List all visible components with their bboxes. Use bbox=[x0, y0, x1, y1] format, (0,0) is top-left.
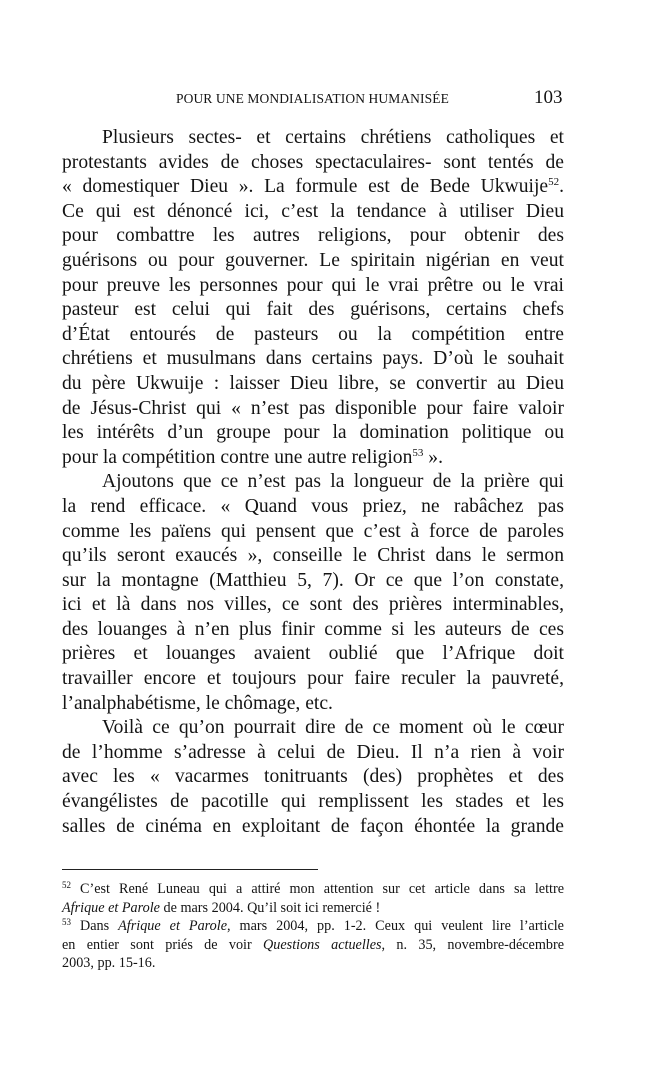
text-line: de Jésus-Christ qui « n’est pas disponible pour faire valoir bbox=[62, 397, 564, 419]
footnote-ref-52[interactable]: 52 bbox=[548, 176, 560, 189]
text-line: Ce qui est dénoncé ici, c’est la tendance à utiliser Dieu bbox=[62, 200, 564, 222]
footnote-line: 2003, pp. 15-16. bbox=[62, 955, 156, 971]
footnote-marker: 53 bbox=[62, 917, 71, 927]
text-line: la rend efficace. « Quand vous priez, ne rabâchez pas bbox=[62, 495, 564, 517]
text-line: guérisons ou pour gouverner. Le spiritain nigérian en veut bbox=[62, 249, 564, 271]
text-line: avec les « vacarmes tonitruants (des) prophètes et des bbox=[62, 766, 564, 788]
text-line: Plusieurs sectes- et certains chrétiens catholiques et bbox=[102, 127, 564, 148]
text-line: évangélistes de pacotille qui remplissent les stades et les bbox=[62, 791, 564, 813]
footnote-line: Afrique et Parole de mars 2004. Qu’il soit ici remercié ! bbox=[62, 899, 381, 916]
text-line: d’État entourés de pasteurs ou la compétition entre bbox=[62, 323, 564, 345]
text-line: salles de cinéma en exploitant de façon éhontée la grande bbox=[62, 815, 564, 837]
text-line: des louanges à n’en plus finir comme si les auteurs de ces bbox=[62, 618, 564, 640]
text-line: prières et louanges avaient oublié que l’Afrique doit bbox=[62, 643, 564, 665]
footnote-52: $^{52}$ C’est René Luneau qui a attiré mon attention sur cet article dans sa lettre bbox=[62, 880, 564, 897]
publication-title: Questions actuelles bbox=[263, 936, 382, 953]
footnote-line: en entier sont priés de voir Questions actuelles, n. 35, novembre-décembre bbox=[62, 936, 564, 953]
text-line: pasteur est celui qui fait des guérisons, certains chefs bbox=[62, 299, 564, 321]
publication-title: Afrique et Parole bbox=[62, 899, 160, 916]
text-line: les intérêts d’un groupe pour la domination politique ou bbox=[62, 422, 564, 444]
footnote-marker: 52 bbox=[62, 880, 71, 890]
footnote-separator bbox=[62, 869, 318, 870]
text-line: de l’homme s’adresse à celui de Dieu. Il n’a rien à voir bbox=[62, 741, 564, 763]
text-line: pour combattre les autres religions, pour obtenir des bbox=[62, 225, 564, 247]
text-line: protestants avides de choses spectaculaires- sont tentés de bbox=[62, 151, 564, 173]
text-line: sur la montagne (Matthieu 5, 7). Or ce que l’on constate, bbox=[62, 569, 564, 591]
page-number: 103 bbox=[534, 87, 563, 108]
text-line: qu’ils seront exaucés », conseille le Christ dans le sermon bbox=[62, 545, 564, 567]
text-line: travailler encore et toujours pour faire reculer la pauvreté, bbox=[62, 668, 564, 690]
text-line: l’analphabétisme, le chômage, etc. bbox=[62, 692, 333, 714]
text-line: Voilà ce qu’on pourrait dire de ce moment où le cœur bbox=[102, 717, 564, 739]
text-line: comme les païens qui pensent que c’est à force de paroles bbox=[62, 520, 564, 542]
footnote-53: $^{53}$ Dans Afrique et Parole, mars 2004, pp. 1-2. Ceux qui veulent lire l’article bbox=[62, 917, 564, 934]
body-text bbox=[62, 126, 564, 839]
text-line: chrétiens et musulmans dans certains pays. D’où le souhait bbox=[62, 348, 564, 370]
text-line: pour preuve les personnes pour qui le vrai prêtre ou le vrai bbox=[62, 274, 564, 296]
footnote-ref-53[interactable]: 53 bbox=[412, 446, 424, 459]
publication-title: Afrique et Parole bbox=[118, 918, 227, 934]
text-line: Ajoutons que ce n’est pas la longueur de la prière qui bbox=[102, 471, 564, 493]
text-line: du père Ukwuije : laisser Dieu libre, se convertir au Dieu bbox=[62, 372, 564, 394]
text-line: pour la compétition contre une autre religion$^{53}$ ». bbox=[62, 446, 443, 468]
text-line: ici et là dans nos villes, ce sont des prières interminables, bbox=[62, 594, 564, 616]
running-title: POUR UNE MONDIALISATION HUMANISÉE bbox=[176, 91, 449, 106]
footnotes bbox=[62, 880, 564, 973]
text-line: « domestiquer Dieu ». La formule est de Bede Ukwuije$^{52}$. bbox=[62, 176, 564, 198]
